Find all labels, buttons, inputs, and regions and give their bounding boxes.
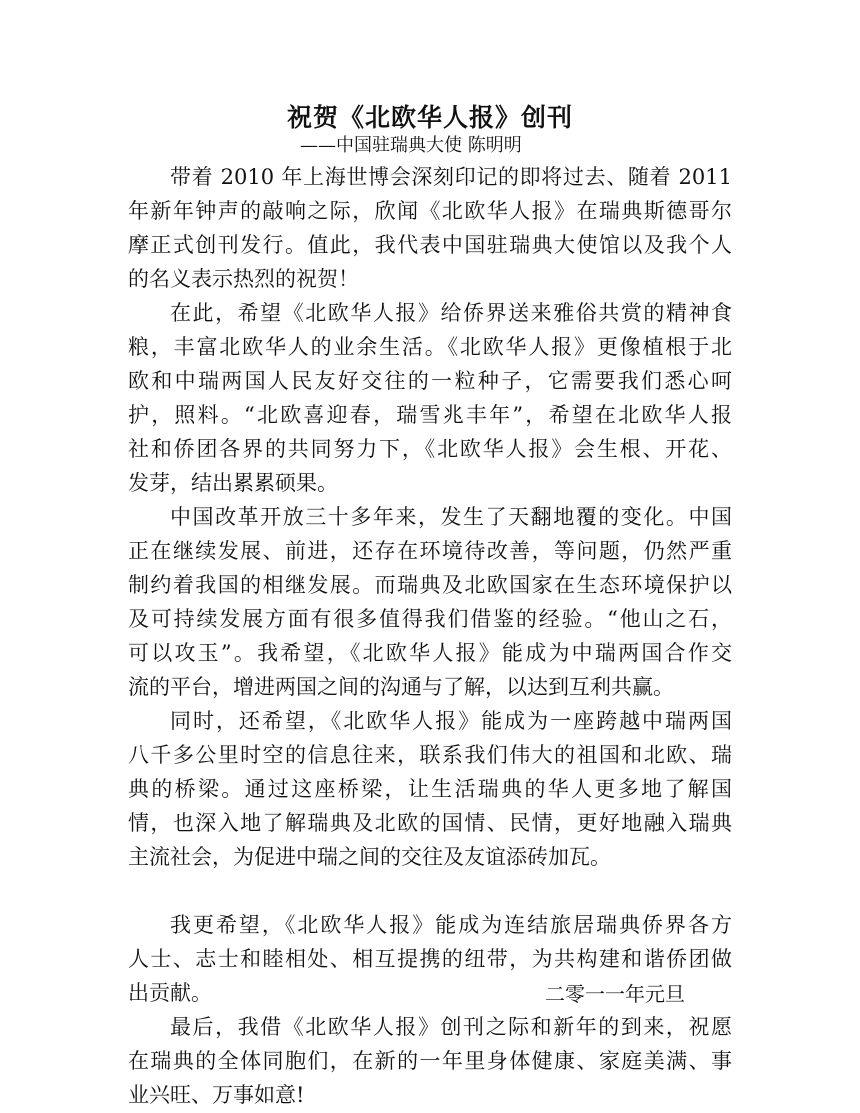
paragraph-3 (128, 500, 732, 704)
text-line: 年新年钟声的敲响之际，欣闻《北欧华人报》在瑞典斯德哥尔 (128, 199, 732, 223)
text-line: 制约着我国的相继发展。而瑞典及北欧国家在生态环境保护以 (128, 573, 732, 597)
text-line: 发芽，结出累累硕果。 (128, 471, 338, 495)
text-line: 中国改革开放三十多年来，发生了天翻地覆的变化。中国 (170, 505, 732, 529)
text-line: 正在继续发展、前进，还存在环境待改善，等问题，仍然严重 (128, 539, 732, 563)
text-line: 粮，丰富北欧华人的业余生活。《北欧华人报》更像植根于北 (128, 335, 732, 359)
text-line: 流的平台，增进两国之间的沟通与了解，以达到互利共赢。 (128, 675, 674, 699)
text-line: 人士、志士和睦相处、相互提携的纽带，为共构建和谐侨团做 (128, 947, 732, 971)
page-title: 祝贺《北欧华人报》创刊 (286, 103, 573, 132)
text-line: 八千多公里时空的信息往来，联系我们伟大的祖国和北欧、瑞 (128, 743, 732, 767)
text-line: 带着 2010 年上海世博会深刻印记的即将过去、随着 2011 (170, 165, 732, 189)
text-line: 业兴旺、万事如意! (128, 1083, 305, 1107)
text-line: 情，也深入地了解瑞典及北欧的国情、民情，更好地融入瑞典 (128, 811, 732, 835)
text-line: 可以攻玉”。我希望，《北欧华人报》能成为中瑞两国合作交 (128, 641, 732, 665)
text-line: 主流社会，为促进中瑞之间的交往及友谊添砖加瓦。 (128, 845, 611, 869)
text-line: 最后，我借《北欧华人报》创刊之际和新年的到来，祝愿 (170, 1015, 732, 1039)
text-line: 及可持续发展方面有很多值得我们借鉴的经验。“他山之石， (128, 607, 732, 631)
text-line: 护，照料。“北欧喜迎春，瑞雪兆丰年”，希望在北欧华人报 (128, 403, 732, 427)
text-line: 在瑞典的全体同胞们，在新的一年里身体健康、家庭美满、事 (128, 1049, 732, 1073)
text-line: 我更希望，《北欧华人报》能成为连结旅居瑞典侨界各方 (170, 913, 732, 937)
paragraph-gap (128, 874, 732, 908)
text-line: 典的桥梁。通过这座桥梁，让生活瑞典的华人更多地了解国 (128, 777, 732, 801)
text-line: 在此，希望《北欧华人报》给侨界送来雅俗共赏的精神食 (170, 301, 732, 325)
text-line: 摩正式创刊发行。值此，我代表中国驻瑞典大使馆以及我个人 (128, 233, 732, 257)
author-byline: ——中国驻瑞典大使 陈明明 (300, 135, 522, 156)
text-line: 的名义表示热烈的祝贺！ (128, 267, 359, 291)
text-line: 社和侨团各界的共同努力下，《北欧华人报》会生根、开花、 (128, 437, 732, 461)
text-line: 出贡献。 (128, 981, 212, 1005)
paragraph-2 (128, 296, 732, 500)
letter-body (128, 160, 732, 1112)
paragraph-4 (128, 704, 732, 874)
text-line: 欧和中瑞两国人民友好交往的一粒种子，它需要我们悉心呵 (128, 369, 732, 393)
text-line: 同时，还希望，《北欧华人报》能成为一座跨越中瑞两国 (170, 709, 732, 733)
paragraph-1 (128, 160, 732, 296)
paragraph-6 (128, 1010, 732, 1112)
letter-date: 二零一一年元旦 (545, 982, 685, 1006)
